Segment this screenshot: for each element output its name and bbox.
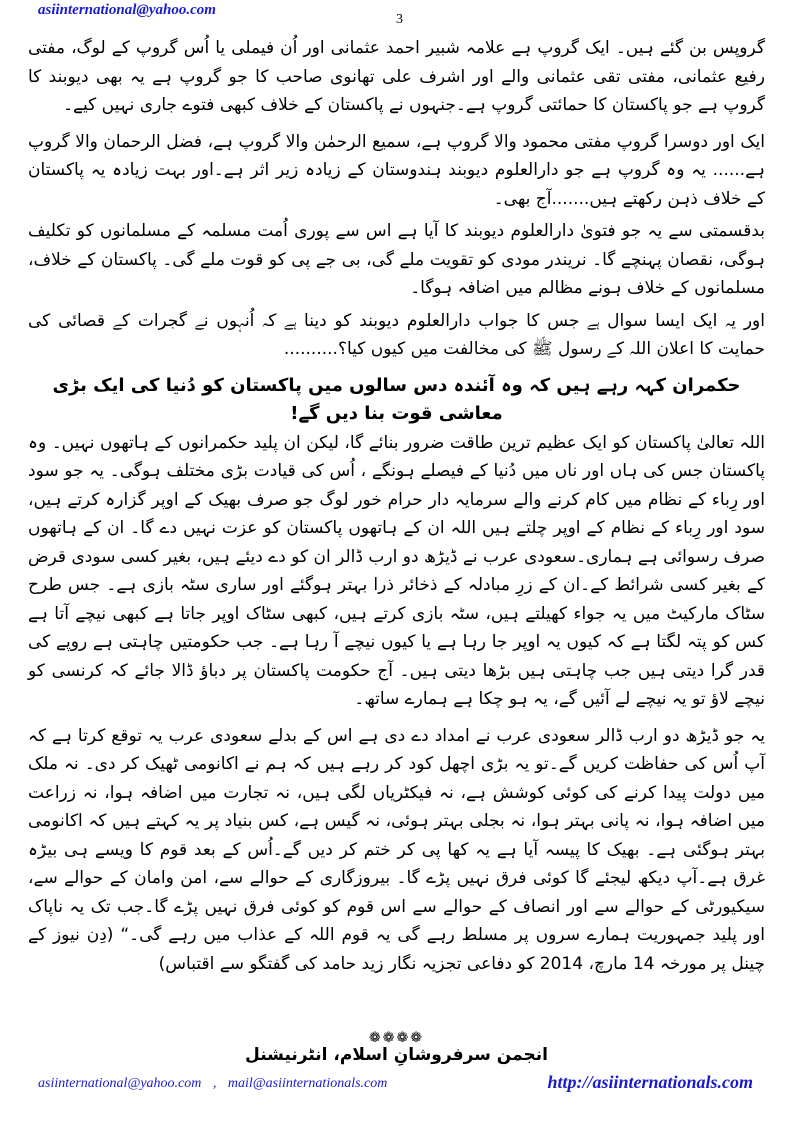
- ornament-divider: ❁❁❁❁: [369, 1030, 424, 1046]
- article-body: [28, 34, 765, 986]
- footer-email-yahoo[interactable]: asiinternational@yahoo.com: [38, 1076, 202, 1091]
- paragraph-question: اور یہ ایک ایسا سوال ہے جس کا جواب دارالعلوم دیوبند کو دینا ہے کہ اُنہوں نے گجرات کے قصائی کی حمایت کا اعلان اللہ کے رسول ﷺ کی مخالفت میں کیوں کیا؟..........: [28, 310, 765, 359]
- paragraph-groups: گروپس بن گئے ہیں۔ ایک گروپ ہے علامہ شبیر احمد عثمانی اور اُن فیملی یا اُس گروپ کے لوگ، مفتی رفیع عثمانی، مفتی تقی عثمانی والے اور اشرف علی تھانوی صاحب کا جو گروپ ہے یہ بھی دیوبند کا گروپ ہے جو پاکستان کا حمائتی گروپ ہے۔جنہوں نے پاکستان کے خلاف کبھی فتوے جاری نہیں کیے۔: [28, 38, 765, 115]
- footer-emails: [38, 1076, 387, 1092]
- page-number: 3: [396, 12, 403, 27]
- paragraph-economy: اللہ تعالیٰ پاکستان کو ایک عظیم ترین طاقت ضرور بنائے گا، لیکن ان پلید حکمرانوں کے ہاتھوں نہیں۔ وہ پاکستان جس کی ہاں اور ناں میں دُنیا کے فیصلے ہونگے ، اُس کی قیادت بڑی مختلف ہوگی۔ یہ جو سود اور رِباء کے نظام میں کام کرنے والے سرمایہ دار حرام خور لوگ جو صرف بھیک کے اوپر گزارہ کرتے ہیں، سود اور رِباء کے نظام کے اوپر چلتے ہیں اللہ ان کے ہاتھوں پاکستان کو عزت نہیں دے گا۔ ان کے ہاتھوں صرف رسوائی ہے ہماری۔سعودی عرب نے ڈیڑھ دو ارب ڈالر ان کو دے دیئے ہیں، بغیر کسی سودی قرض کے بغیر کسی شرائط کے۔ان کے زرِ مبادلہ کے ذخائر ذرا بہتر ہوگئے اور ساری سٹہ بازی ہے۔ جس طرح سٹاک مارکیٹ میں یہ جواء کھیلتے ہیں، سٹہ بازی کرتے ہیں، کبھی سٹاک اوپر جاتا ہے کبھی نیچے آتا ہے کس کو پتہ لگتا ہے کہ کیوں یہ اوپر جا رہا ہے یا کیوں نیچے آ رہا ہے۔ جب حکومتیں چاہتی ہے روپے کی قدر گرا دیتی ہیں جب چاہتی ہیں بڑھا دیتی ہیں۔ آج حکومت پاکستان پر دباؤ ڈالا جائے کہ کرنسی کو نیچے لاؤ تو یہ نیچے لے آئیں گے، یہ ہو چکا ہے ہمارے ساتھ۔: [28, 432, 765, 709]
- paragraph-fatwa: بدقسمتی سے یہ جو فتویٰ دارالعلوم دیوبند کا آیا ہے اس سے پوری اُمت مسلمہ کے مسلمانوں کو تکلیف ہوگی، نقصان پہنچے گا۔ نریندر مودی کو تقویت ملے گی، بی جے پی کو قوت ملے گی۔ پاکستان کے خلاف، مسلمانوں کے خلاف ہونے مظالم میں اضافہ ہوگا۔: [28, 221, 765, 298]
- footer-email-mail[interactable]: mail@asiinternationals.com: [227, 1076, 388, 1091]
- section-heading: حکمران کہہ رہے ہیں کہ وہ آئندہ دس سالوں میں پاکستان کو دُنیا کی ایک بڑی معاشی قوت بنا دیں گے!: [52, 374, 741, 424]
- header-email[interactable]: asiinternational@yahoo.com: [38, 2, 216, 18]
- paragraph-saudi-aid: یہ جو ڈیڑھ دو ارب ڈالر سعودی عرب نے امداد دے دی ہے اس کے بدلے سعودی عرب یہ توقع کرتا ہے کہ آپ اُس کی حفاظت کریں گے۔تو یہ بڑی اچھل کود کر رہے ہیں کہ ہم نے اکانومی ٹھیک کر دی۔ نہ ملک میں دولت پیدا کرنے کی کوئی کوشش ہے، نہ فیکٹریاں لگی ہیں، نہ تجارت میں اضافہ ہوا، نہ زراعت میں اضافہ ہوا، نہ پانی بہتر ہوا، نہ بجلی بہتر ہوئی، نہ گیس ہے، کس بنیاد پر یہ کہتے ہیں کہ اکانومی بہتر ہوگئی ہے۔ بھیک کا پیسہ آیا ہے یہ کھا پی کر ختم کر دیں گے۔اُس کے بعد قوم کا ویسے ہی بیڑہ غرق ہے۔آپ دیکھ لیجئے گا کوئی فرق نہیں پڑے گا۔ بیروزگاری کے حوالے سے، امن وامان کے حوالے سے، سیکیورٹی کے حوالے سے اور انصاف کے حوالے سے اس قوم کو کوئی فرق نہیں پڑے گا۔جب تک یہ ناپاک اور پلید جمہوریت ہمارے سروں پر مسلط رہے گی یہ قوم اللہ کے عذاب میں رہے گی۔“ (دِن نیوز کے چینل پر مورخہ 14 مارچ، 2014 کو دفاعی تجزیہ نگار زید حامد کی گفتگو سے اقتباس): [28, 725, 765, 974]
- organization-name: انجمن سرفروشانِ اسلام، انٹرنیشنل: [245, 1045, 548, 1065]
- email-separator: ,: [212, 1076, 217, 1091]
- paragraph-second-group: ایک اور دوسرا گروپ مفتی محمود والا گروپ ہے، سمیع الرحمٰن والا گروپ ہے، فضل الرحمان والا گروپ ہے...... یہ وہ گروپ ہے جو دارالعلوم دیوبند ہندوستان کے زیادہ زیر اثر ہے۔اور بہت زیادہ یہ پاکستان کے خلاف ذہن رکھتے ہیں.......آج بھی۔: [28, 131, 765, 209]
- footer-website-link[interactable]: http://asiinternationals.com: [547, 1072, 753, 1092]
